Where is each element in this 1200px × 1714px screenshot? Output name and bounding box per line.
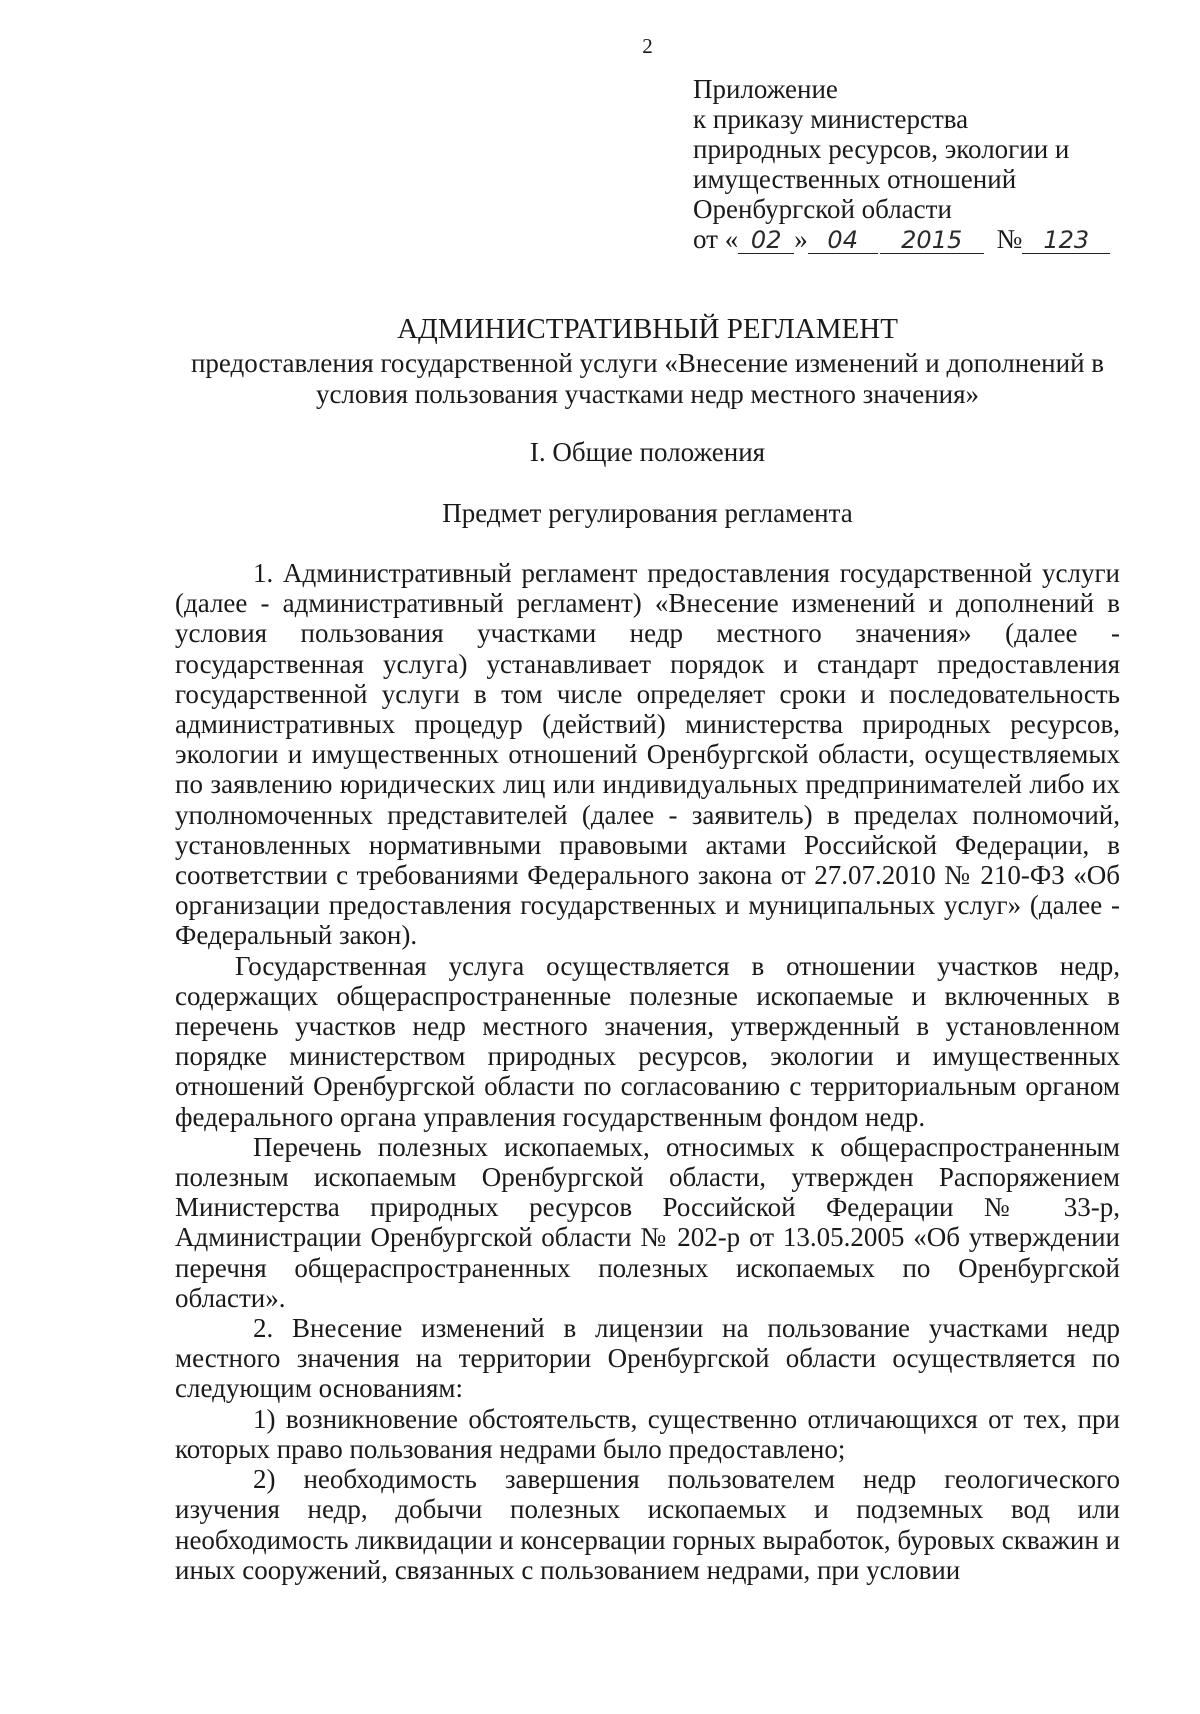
document-subtitle: предоставления государственной услуги «Внесение изменений и дополнений в условия пользования участками недр местного значения» [190,348,1105,409]
section-heading: I. Общие положения [529,437,766,467]
list-item-2: 2) необходимость завершения пользователем недр геологического изучения недр, добычи полезных ископаемых и подземных вод или необходимость ликвидации и консервации горных выработок, буровых скважин и иных сооружений, связанных с пользованием недрами, при условии [175,1464,1120,1585]
paragraph-2: Государственная услуга осуществляется в отношении участков недр, содержащих общераспространенные полезные ископаемые и включенных в перечень участков недр местного значения, утвержденный в установленном порядке министерством природных ресурсов, экологии и имущественных отношений Оренбургской области по согласованию с территориальным органом федерального органа управления государственным фондом недр. [175,950,1120,1132]
appendix-line: Приложение [693,74,838,104]
handwritten-number: 123 [1022,227,1110,254]
paragraph-3: Перечень полезных ископаемых, относимых к общераспространенным полезным ископаемым Оренбургской области, утвержден Распоряжением Министерства природных ресурсов Российской Федерации № 33-р, Администрации Оренбургской области № 202-р от 13.05.2005 «Об утверждении перечня общераспространенных полезных ископаемых по Оренбургской области». [175,1131,1120,1313]
paragraph-1: 1. Административный регламент предоставления государственной услуги (далее - административный регламент) «Внесение изменений и дополнений в условия пользования участками недр местного значения» (далее - государственная услуга) устанавливает порядок и стандарт предоставления государственной услуги в том числе определяет сроки и последовательность административных процедур (действий) министерства природных ресурсов, экологии и имущественных отношений Оренбургской области, осуществляемых по заявлению юридических лиц или индивидуальных предпринимателей либо их уполномоченных представителей (далее - заявитель) в пределах полномочий, установленных нормативными правовыми актами Российской Федерации, в соответствии с требованиями Федерального закона от 27.07.2010 № 210-ФЗ «Об организации предоставления государственных и муниципальных услуг» (далее - Федеральный закон). [175,558,1120,951]
page-number: 2 [642,34,653,58]
appendix-block [693,74,1143,254]
appendix-date-line [693,224,1143,254]
appendix-line: к приказу министерства [693,104,969,134]
handwritten-day: 02 [738,227,794,254]
document-body [175,558,1120,1585]
document-title: АДМИНИСТРАТИВНЫЙ РЕГЛАМЕНТ [397,313,898,345]
number-prefix: № [996,224,1023,254]
appendix-line: природных ресурсов, экологии и [693,134,1070,164]
date-month-separator: » [794,224,808,254]
paragraph-4: 2. Внесение изменений в лицензии на пользование участками недр местного значения на территории Оренбургской области осуществляется по следующим основаниям: [175,1313,1120,1404]
appendix-line: имущественных отношений [693,164,1017,194]
subsection-heading: Предмет регулирования регламента [442,498,853,528]
date-prefix: от « [693,224,739,254]
handwritten-year: 2015 [880,227,984,254]
handwritten-month: 04 [808,227,878,254]
appendix-line: Оренбургской области [693,194,952,224]
list-item-1: 1) возникновение обстоятельств, существенно отличающихся от тех, при которых право пользования недрами было предоставлено; [175,1403,1120,1464]
